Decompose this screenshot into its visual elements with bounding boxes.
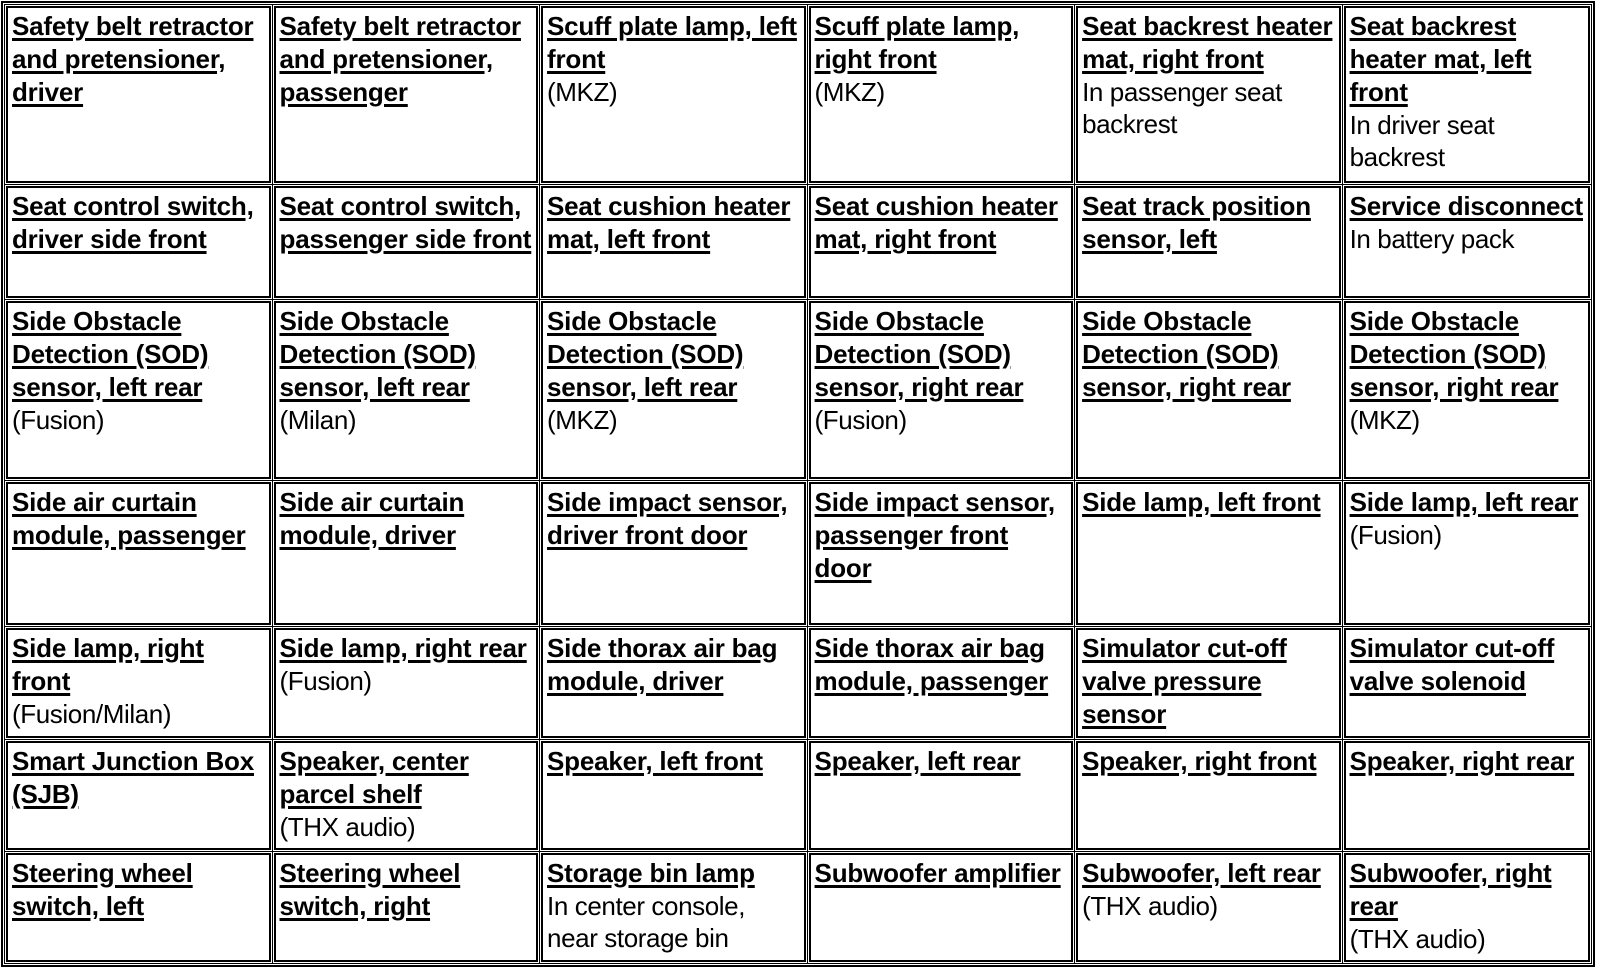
component-link[interactable]: Seat cushion heater mat, right front bbox=[814, 191, 1058, 255]
table-cell bbox=[1344, 482, 1590, 625]
component-location-note: (MKZ) bbox=[814, 77, 885, 107]
table-cell bbox=[809, 186, 1074, 297]
component-link[interactable]: Seat backrest heater mat, right front bbox=[1082, 11, 1333, 74]
component-location-note: In battery pack bbox=[1349, 224, 1515, 255]
component-link[interactable]: Side thorax air bag module, driver bbox=[547, 632, 778, 696]
component-location-note: (Fusion) bbox=[12, 404, 105, 435]
component-link[interactable]: Seat cushion heater mat, left front bbox=[547, 191, 791, 255]
table-cell bbox=[274, 741, 539, 850]
table-row bbox=[6, 6, 1590, 183]
table-cell bbox=[1344, 186, 1590, 297]
component-location-note: (Fusion) bbox=[1349, 519, 1442, 550]
table-cell bbox=[541, 301, 806, 479]
component-location-table bbox=[3, 3, 1593, 965]
table-row bbox=[6, 482, 1590, 625]
table-cell bbox=[1344, 741, 1590, 850]
table-cell bbox=[541, 186, 806, 297]
component-link[interactable]: Speaker, center parcel shelf bbox=[279, 745, 469, 809]
component-location-note: (MKZ) bbox=[547, 77, 618, 107]
table-cell bbox=[274, 853, 539, 962]
table-cell bbox=[1076, 482, 1341, 625]
table-row bbox=[6, 853, 1590, 962]
table-cell bbox=[1076, 301, 1341, 479]
table-row bbox=[6, 741, 1590, 850]
component-link[interactable]: Scuff plate lamp, left front bbox=[547, 11, 797, 74]
component-link[interactable]: Side Obstacle Detection (SOD) sensor, right rear bbox=[1082, 305, 1291, 402]
table-cell bbox=[1076, 186, 1341, 297]
table-cell bbox=[809, 6, 1074, 183]
component-link[interactable]: Safety belt retractor and pretensioner, passenger bbox=[279, 11, 521, 107]
component-link[interactable]: Seat track position sensor, left bbox=[1082, 191, 1311, 255]
table-cell bbox=[809, 741, 1074, 850]
table-cell bbox=[6, 186, 271, 297]
component-link[interactable]: Service disconnect bbox=[1349, 191, 1583, 222]
component-location-note: (THX audio) bbox=[279, 811, 416, 842]
table-cell bbox=[1344, 853, 1590, 962]
table-cell bbox=[274, 628, 539, 738]
table-row bbox=[6, 628, 1590, 738]
component-location-note: (Milan) bbox=[279, 404, 357, 435]
table-cell bbox=[6, 301, 271, 479]
component-link[interactable]: Storage bin lamp bbox=[547, 857, 755, 888]
component-link[interactable]: Side thorax air bag module, passenger bbox=[814, 632, 1049, 696]
table-cell bbox=[1344, 6, 1590, 183]
table-cell bbox=[809, 628, 1074, 738]
component-link[interactable]: Smart Junction Box (SJB) bbox=[12, 745, 254, 809]
table-cell bbox=[6, 628, 271, 738]
table-cell bbox=[274, 6, 539, 183]
table-cell bbox=[1344, 301, 1590, 479]
component-location-note: (Fusion/Milan) bbox=[12, 698, 172, 729]
table-cell bbox=[6, 6, 271, 183]
table-row bbox=[6, 301, 1590, 479]
table-cell bbox=[6, 482, 271, 625]
component-link[interactable]: Simulator cut-off valve solenoid bbox=[1349, 632, 1555, 696]
table-cell bbox=[809, 301, 1074, 479]
component-location-note: In center console, near storage bin bbox=[547, 890, 746, 953]
table-cell bbox=[541, 6, 806, 183]
table-cell bbox=[274, 482, 539, 625]
table-cell bbox=[6, 741, 271, 850]
table-row bbox=[6, 186, 1590, 297]
component-link[interactable]: Subwoofer amplifier bbox=[814, 857, 1061, 888]
component-link[interactable]: Subwoofer, left rear bbox=[1082, 857, 1321, 888]
component-location-note: (THX audio) bbox=[1082, 890, 1218, 921]
component-link[interactable]: Steering wheel switch, left bbox=[12, 857, 193, 921]
component-location-note: (Fusion) bbox=[279, 665, 372, 696]
component-link[interactable]: Side impact sensor, driver front door bbox=[547, 486, 788, 550]
component-location-note: (THX audio) bbox=[1349, 923, 1486, 954]
table-cell bbox=[274, 186, 539, 297]
table-cell bbox=[6, 853, 271, 962]
table-cell bbox=[274, 301, 539, 479]
component-link[interactable]: Seat control switch, driver side front bbox=[12, 191, 254, 255]
component-location-note: (Fusion) bbox=[814, 404, 907, 435]
component-link[interactable]: Side lamp, right front bbox=[12, 632, 204, 696]
component-link[interactable]: Side impact sensor, passenger front door bbox=[814, 486, 1055, 583]
component-link[interactable]: Steering wheel switch, right bbox=[279, 857, 461, 921]
component-link[interactable]: Speaker, right front bbox=[1082, 745, 1317, 776]
component-location-note: (MKZ) bbox=[547, 404, 618, 435]
component-link[interactable]: Side Obstacle Detection (SOD) sensor, left rear bbox=[12, 305, 209, 402]
table-cell bbox=[1076, 741, 1341, 850]
component-link[interactable]: Side lamp, left rear bbox=[1349, 486, 1579, 517]
component-link[interactable]: Safety belt retractor and pretensioner, driver bbox=[12, 11, 254, 107]
component-link[interactable]: Side air curtain module, driver bbox=[279, 486, 465, 550]
component-link[interactable]: Side air curtain module, passenger bbox=[12, 486, 246, 550]
component-link[interactable]: Side Obstacle Detection (SOD) sensor, right rear bbox=[1349, 305, 1559, 402]
table-cell bbox=[1076, 853, 1341, 962]
table-cell bbox=[1076, 628, 1341, 738]
table-cell bbox=[541, 741, 806, 850]
component-link[interactable]: Subwoofer, right rear bbox=[1349, 857, 1552, 921]
component-location-note: (MKZ) bbox=[1349, 404, 1420, 435]
component-link[interactable]: Seat control switch, passenger side front bbox=[279, 191, 532, 255]
table-cell bbox=[541, 853, 806, 962]
component-link[interactable]: Scuff plate lamp, right front bbox=[814, 11, 1020, 74]
table-cell bbox=[1076, 6, 1341, 183]
component-link[interactable]: Speaker, right rear bbox=[1349, 745, 1575, 776]
component-location-note: In driver seat backrest bbox=[1349, 110, 1495, 172]
component-link[interactable]: Simulator cut-off valve pressure sensor bbox=[1082, 632, 1287, 729]
component-link[interactable]: Speaker, left front bbox=[547, 745, 763, 776]
component-link[interactable]: Side Obstacle Detection (SOD) sensor, right rear bbox=[814, 305, 1024, 402]
component-link[interactable]: Seat backrest heater mat, left front bbox=[1349, 11, 1532, 107]
table-cell bbox=[809, 853, 1074, 962]
component-link[interactable]: Speaker, left rear bbox=[814, 745, 1021, 776]
table-cell bbox=[1344, 628, 1590, 738]
table-cell bbox=[541, 628, 806, 738]
component-link[interactable]: Side lamp, right rear bbox=[279, 632, 527, 663]
table-cell bbox=[541, 482, 806, 625]
component-link[interactable]: Side Obstacle Detection (SOD) sensor, left rear bbox=[279, 305, 476, 402]
table-cell bbox=[809, 482, 1074, 625]
component-link[interactable]: Side Obstacle Detection (SOD) sensor, left rear bbox=[547, 305, 744, 402]
component-location-note: In passenger seat backrest bbox=[1082, 77, 1282, 139]
component-link[interactable]: Side lamp, left front bbox=[1082, 486, 1321, 517]
